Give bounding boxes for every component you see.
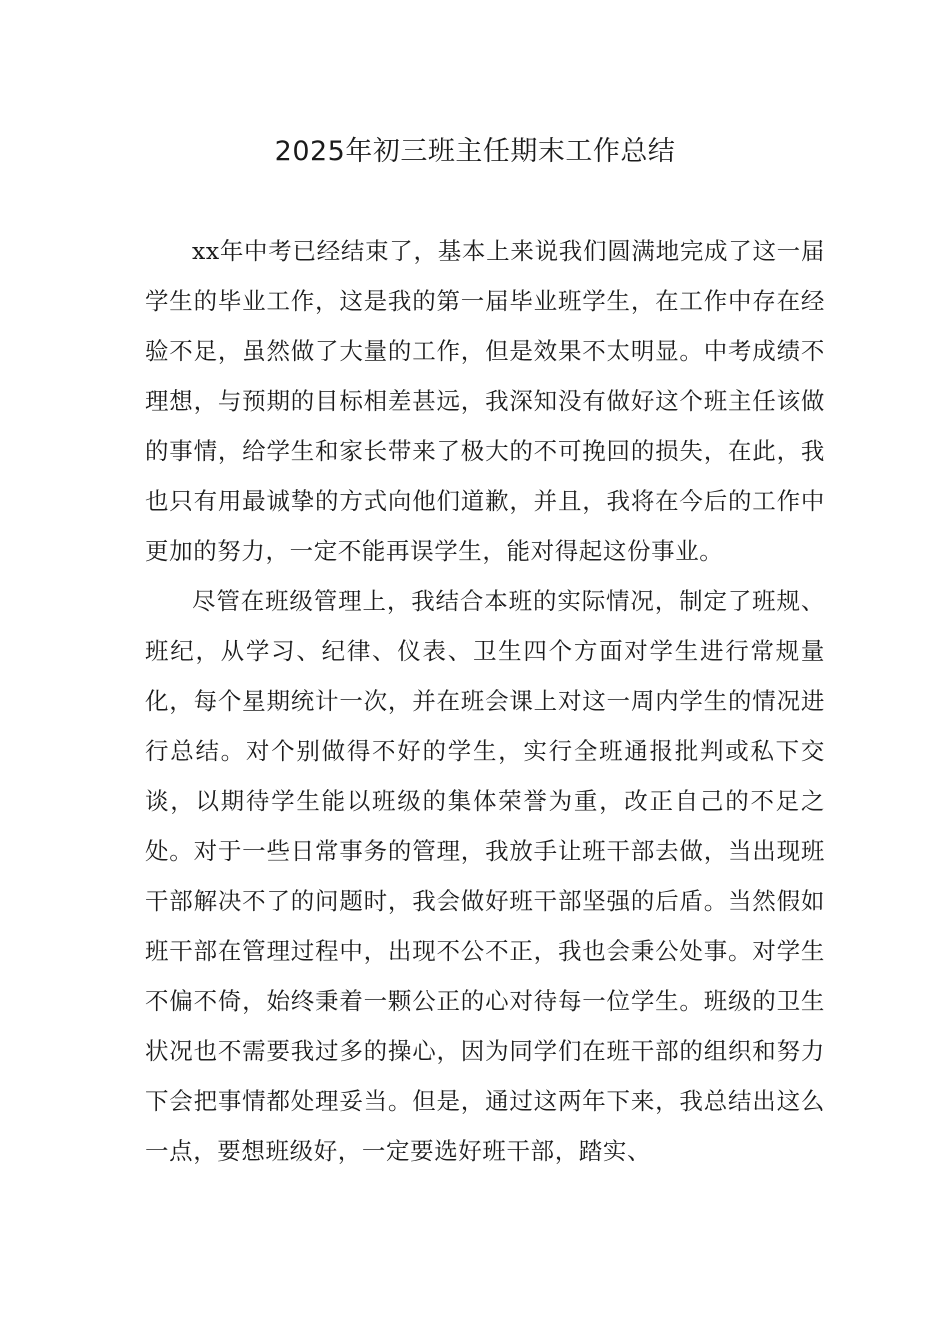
paragraph-1: xx年中考已经结束了，基本上来说我们圆满地完成了这一届学生的毕业工作，这是我的第一届毕业班学生，在工作中存在经验不足，虽然做了大量的工作，但是效果不太明显。中考成绩不理想，与预期的目标相差甚远，我深知没有做好这个班主任该做的事情，给学生和家长带来了极大的不可挽回的损失，在此，我也只有用最诚挚的方式向他们道歉，并且，我将在今后的工作中更加的努力，一定不能再误学生，能对得起这份事业。 (145, 237, 825, 565)
document-body (145, 226, 825, 1176)
paragraph-2: 尽管在班级管理上，我结合本班的实际情况，制定了班规、班纪，从学习、纪律、仪表、卫生四个方面对学生进行常规量化，每个星期统计一次，并在班会课上对这一周内学生的情况进行总结。对个别做得不好的学生，实行全班通报批判或私下交谈，以期待学生能以班级的集体荣誉为重，改正自己的不足之处。对于一些日常事务的管理，我放手让班干部去做，当出现班干部解决不了的问题时，我会做好班干部坚强的后盾。当然假如班干部在管理过程中，出现不公不正，我也会秉公处事。对学生不偏不倚，始终秉着一颗公正的心对待每一位学生。班级的卫生状况也不需要我过多的操心，因为同学们在班干部的组织和努力下会把事情都处理妥当。但是，通过这两年下来，我总结出这么一点，要想班级好，一定要选好班干部，踏实、 (145, 587, 825, 1165)
document-title: 2025年初三班主任期末工作总结 (274, 136, 676, 167)
